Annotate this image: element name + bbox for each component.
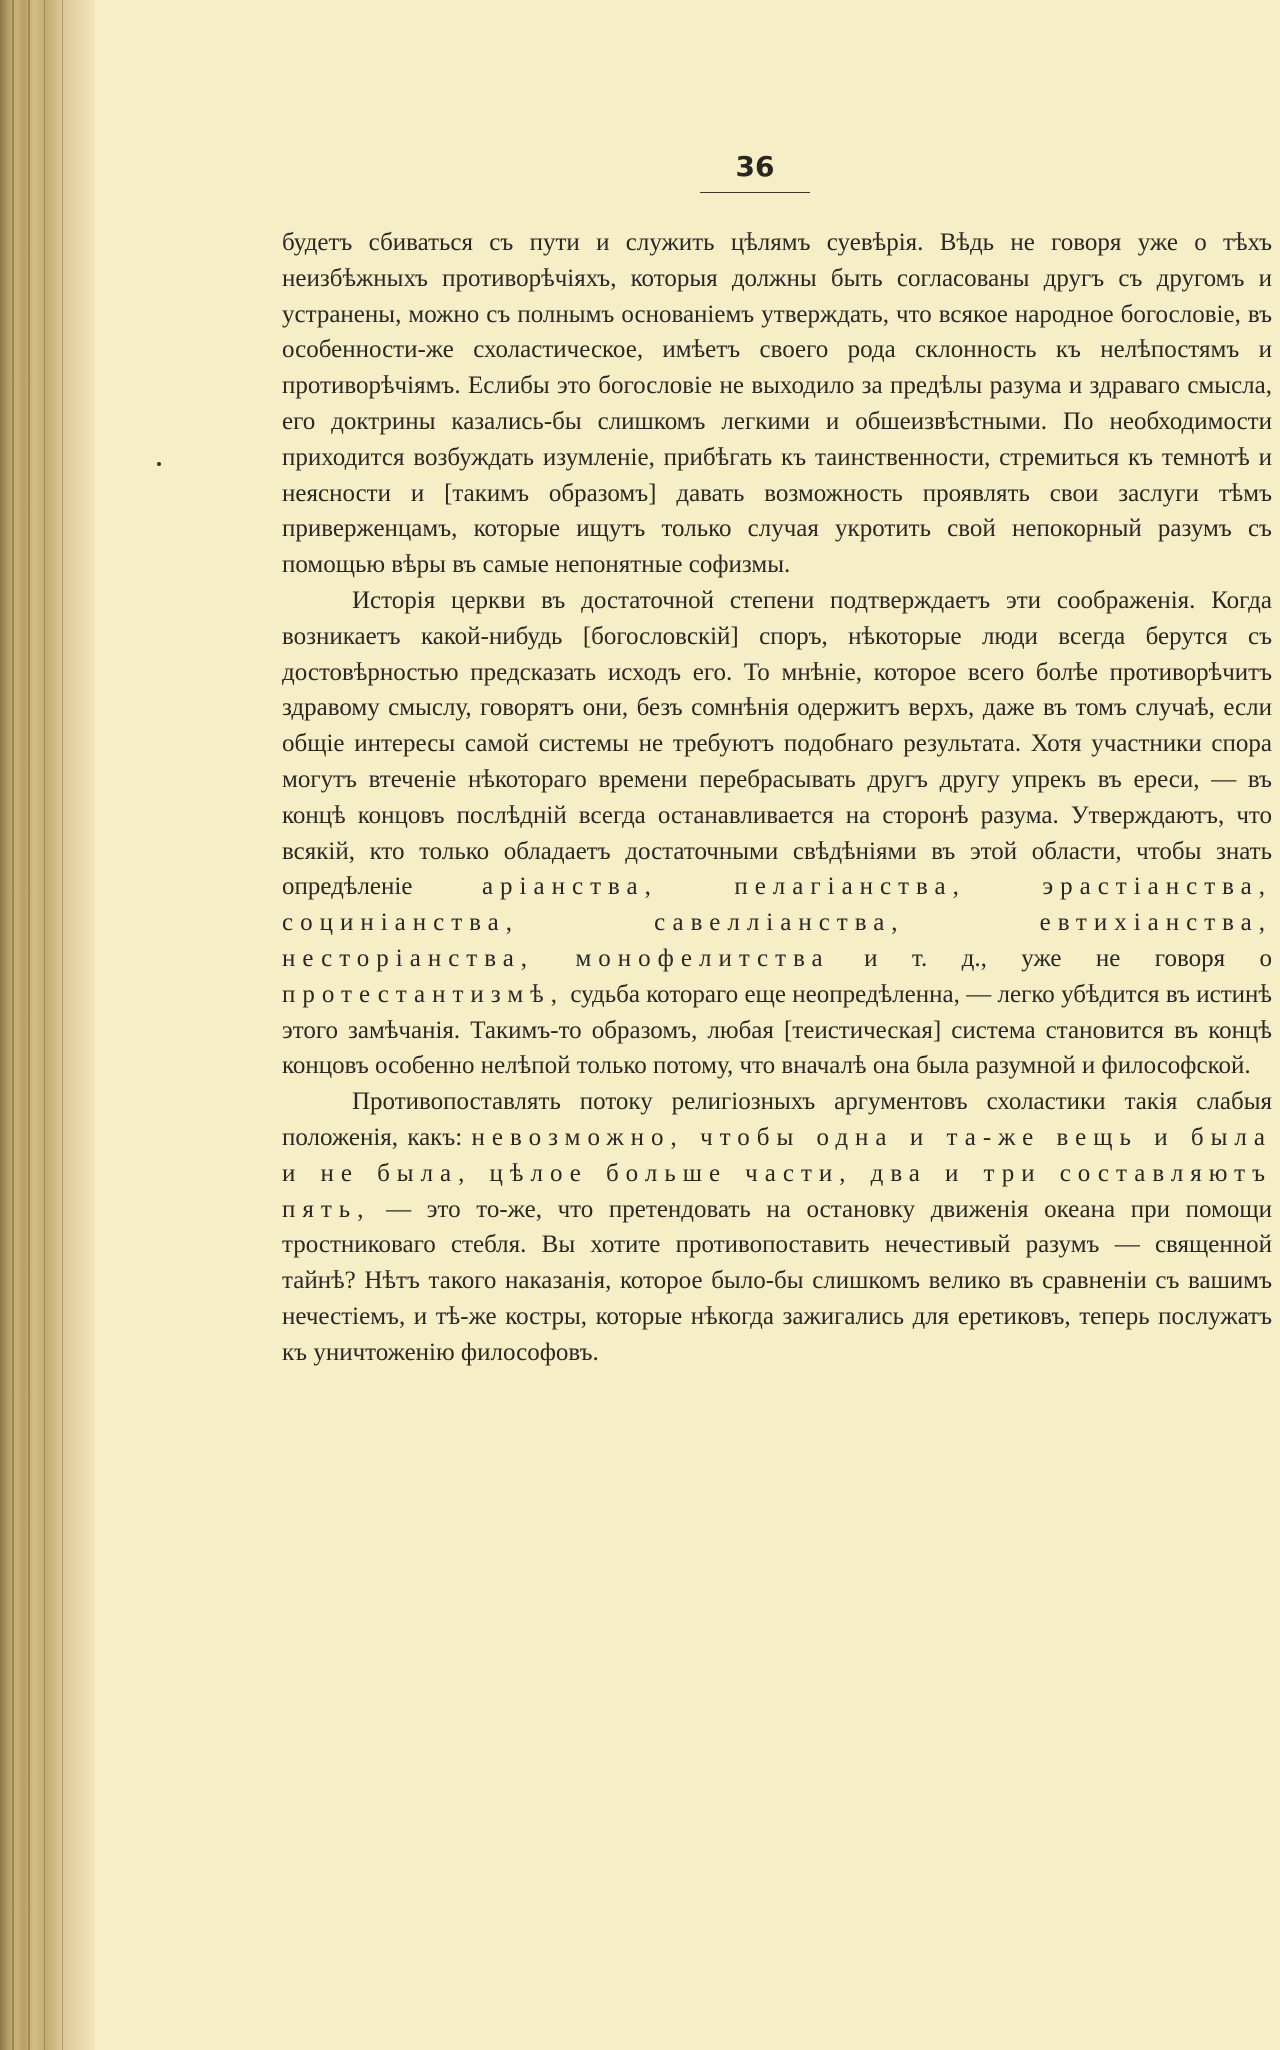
page-edge-line — [28, 0, 30, 2050]
page-edge-line — [12, 0, 14, 2050]
body-text — [282, 225, 1272, 1371]
paragraph-1: будетъ сбиваться съ пути и служить цѣлямъ суевѣрія. Вѣдь не говоря уже о тѣхъ неизбѣжныхъ противорѣчіяхъ, которыя должны быть согласованы другъ съ другомъ и устранены, можно съ полнымъ основаніемъ утверждать, что всякое народное богословіе, въ особенности-же схоластическое, имѣетъ своего рода склонность къ нелѣпостямъ и противорѣчіямъ. Еслибы это богословіе не выходило за предѣлы разума и здраваго смысла, его доктрины казались-бы слишкомъ легкими и обшеизвѣстными. По необходимости приходится возбуждать изумленіе, прибѣгать къ таинственности, стремиться къ темнотѣ и неясности и [такимъ образомъ] давать возможность проявлять свои заслуги тѣмъ приверженцамъ, которые ищутъ только случая укротить свой непокорный разумъ съ помощью вѣры въ самые непонятные софизмы. — [282, 229, 1272, 579]
paragraph-2-text-b: и т. д., уже не говоря о — [864, 944, 1273, 972]
page-edge-line — [44, 0, 45, 2050]
paragraph-2-text-c: судьба котораго еще неопредѣленна, — легко убѣдится въ истинѣ этого замѣчанія. Такимъ-то образомъ, любая [теистическая] система становится въ концѣ концовъ особенно нелѣпой только потому, что вначалѣ она была разумной и философской. — [282, 980, 1272, 1080]
page-number: 36 — [735, 150, 775, 183]
paragraph-2 — [282, 583, 1272, 1084]
page-number-rule — [700, 192, 810, 193]
paragraph-3-emphasis-axioms: невозможно, чтобы одна и та-же вещь и была и не была, цѣлое больше части, два и три составляютъ пять, — [282, 1123, 1273, 1223]
paragraph-3-text-b: — это то-же, что претендовать на остановку движенія океана при помощи тростниковаго стебля. Вы хотите противопоставить нечестивый разумъ — священной тайнѣ? Нѣтъ такого наказанія, которое было-бы слишкомъ велико въ сравненіи съ вашимъ нечестіемъ, и тѣ-же костры, которые нѣкогда зажигались для еретиковъ, теперь послужатъ къ уничтоженію философовъ. — [282, 1195, 1273, 1366]
paragraph-3-text-a: Противопоставлять потоку религіозныхъ аргументовъ схоластики такія слабыя положенія, какъ: — [282, 1088, 1272, 1151]
paragraph-2-text-a: Исторія церкви въ достаточной степени подтверждаетъ эти соображенія. Когда возникаетъ какой-нибудь [богословскій] споръ, нѣкоторые люди всегда берутся съ достовѣрностью предсказать исходъ его. То мнѣніе, которое всего болѣе противорѣчитъ здравому смыслу, говорятъ они, безъ сомнѣнія одержитъ верхъ, даже въ томъ случаѣ, если общіе интересы самой системы не требуютъ подобнаго результата. Хотя участники спора могутъ втеченіе нѣкотораго времени перебрасывать другъ другу упрекъ въ ереси, — въ концѣ концовъ послѣдній всегда останавливается на сторонѣ разума. Утверждаютъ, что всякій, кто только обладаетъ достаточными свѣдѣніями въ этой области, чтобы знать опредѣленіе — [282, 586, 1272, 901]
page-edge-line — [62, 0, 63, 2050]
paragraph-2-emphasis-heresies: аріанства, пелагіанства, эрастіанства, социніанства, савелліанства, евтихіанства, несторіанства, монофелитства — [282, 873, 1272, 972]
margin-mark — [157, 462, 161, 466]
book-spine-gutter — [0, 0, 95, 2050]
paragraph-2-emphasis-protestantism: протестантизмѣ, — [282, 980, 564, 1008]
paragraph-3 — [282, 1084, 1272, 1370]
